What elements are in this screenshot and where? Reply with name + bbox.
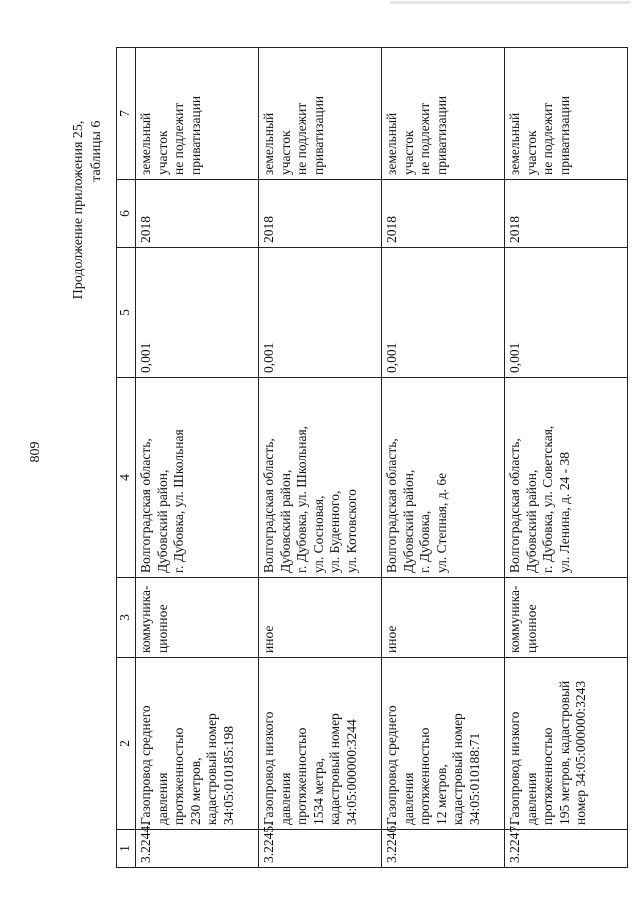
object-name-line: номер 34:05:000000:3243 [573,680,588,825]
note-line: приватизации [556,95,572,175]
object-name-line: протяженностью [417,727,432,825]
header-cell-5: 5 [117,248,136,378]
object-name-line: протяженностью [171,727,186,825]
table-row [136,48,259,868]
object-name-line: протяженностью [294,727,309,825]
note-line: приватизации [433,95,449,175]
object-name-line: 12 метров, [433,764,449,825]
object-type-line: ционное [154,604,170,653]
object-name-cell [259,658,382,830]
object-name-line: Газопровод низкого [507,711,522,825]
year-cell: 2018 [505,180,628,248]
header-row [117,48,136,868]
object-type-cell [136,578,259,658]
object-name-line: Газопровод среднего [138,705,153,825]
address-line: ул. Буденного, [327,490,342,573]
note-line: земельный [507,112,522,175]
header-cell-1: 1 [117,830,136,868]
note-line: участок [400,130,416,175]
rotated-table-container [116,48,616,868]
address-line: Дубовский район, [523,469,539,573]
address-line: г. Дубовка, [417,510,432,573]
scan-edge-mark [390,1,630,4]
year-cell: 2018 [136,180,259,248]
note-line: участок [523,130,539,175]
address-line: ул. Ленина, д. 24 - 38 [556,452,572,573]
object-name-line: давления [277,772,293,825]
note-line: участок [154,130,170,175]
object-type-line: иное [384,625,399,653]
object-name-line: Газопровод среднего [384,705,399,825]
table-row [382,48,505,868]
year-cell: 2018 [382,180,505,248]
header-cell-4: 4 [117,378,136,578]
address-line: Волгоградская область, [261,438,276,573]
value-cell: 0,001 [382,248,505,378]
object-type-line: коммуника- [138,585,153,653]
object-name-line: 34:05:010188:71 [466,732,482,825]
object-name-line: кадастровый номер [204,713,219,825]
address-line: ул. Котовского [343,489,359,573]
table-area [116,48,616,868]
note-line: земельный [138,112,153,175]
row-number-cell: 3.2245. [259,830,382,868]
year-cell: 2018 [259,180,382,248]
continuation-line-1: Продолжение приложения 25, [71,120,86,300]
object-name-line: 230 метров, [187,757,203,825]
address-line: Волгоградская область, [507,438,522,573]
row-number-cell: 3.2244. [136,830,259,868]
table-row [505,48,628,868]
header-cell-2: 2 [117,658,136,830]
object-name-line: протяженностью [540,727,555,825]
object-name-line: Газопровод низкого [261,711,276,825]
address-line: ул. Сосновая, [310,495,326,573]
note-line: не подлежит [540,102,555,175]
note-line: приватизации [310,95,326,175]
note-line: приватизации [187,95,203,175]
note-cell [505,48,628,180]
object-name-cell [505,658,628,830]
address-line: ул. Степная, д. 6е [433,472,449,573]
address-line: г. Дубовка, ул. Школьная [171,429,186,573]
address-cell [136,378,259,578]
table-row [259,48,382,868]
header-cell-7: 7 [117,48,136,180]
note-line: не подлежит [417,102,432,175]
object-name-line: давления [523,772,539,825]
value-cell: 0,001 [259,248,382,378]
address-line: Волгоградская область, [138,438,153,573]
property-table [116,47,628,868]
row-number-cell: 3.2247. [505,830,628,868]
object-type-line: ционное [523,604,539,653]
page-number: 809 [28,441,43,463]
object-name-line: кадастровый номер [327,713,342,825]
address-line: г. Дубовка, ул. Советская, [540,425,555,573]
note-line: земельный [384,112,399,175]
continuation-line-2: таблицы 6 [89,120,104,182]
object-name-line: 195 метров, кадастровый [556,680,572,825]
object-name-cell [136,658,259,830]
row-number-cell: 3.2246. [382,830,505,868]
address-cell [382,378,505,578]
object-type-line: коммуника- [507,585,522,653]
address-line: Дубовский район, [154,469,170,573]
address-line: Дубовский район, [277,469,293,573]
note-line: не подлежит [294,102,309,175]
note-cell [136,48,259,180]
object-name-line: 34:05:010185:198 [220,725,236,825]
address-line: Волгоградская область, [384,438,399,573]
note-line: не подлежит [171,102,186,175]
note-cell [259,48,382,180]
address-cell [259,378,382,578]
object-type-cell [259,578,382,658]
object-name-cell [382,658,505,830]
object-name-line: 34:05:000000:3244 [343,719,359,825]
object-type-cell [505,578,628,658]
object-type-cell [382,578,505,658]
header-cell-6: 6 [117,180,136,248]
object-name-line: кадастровый номер [450,713,465,825]
address-line: г. Дубовка, ул. Школьная, [294,425,309,573]
value-cell: 0,001 [136,248,259,378]
continuation-caption [70,121,106,300]
address-cell [505,378,628,578]
note-line: земельный [261,112,276,175]
note-line: участок [277,130,293,175]
object-type-line: иное [261,625,276,653]
note-cell [382,48,505,180]
object-name-line: давления [154,772,170,825]
address-line: Дубовский район, [400,469,416,573]
object-name-line: давления [400,772,416,825]
value-cell: 0,001 [505,248,628,378]
header-cell-3: 3 [117,578,136,658]
object-name-line: 1534 метра, [310,757,326,825]
